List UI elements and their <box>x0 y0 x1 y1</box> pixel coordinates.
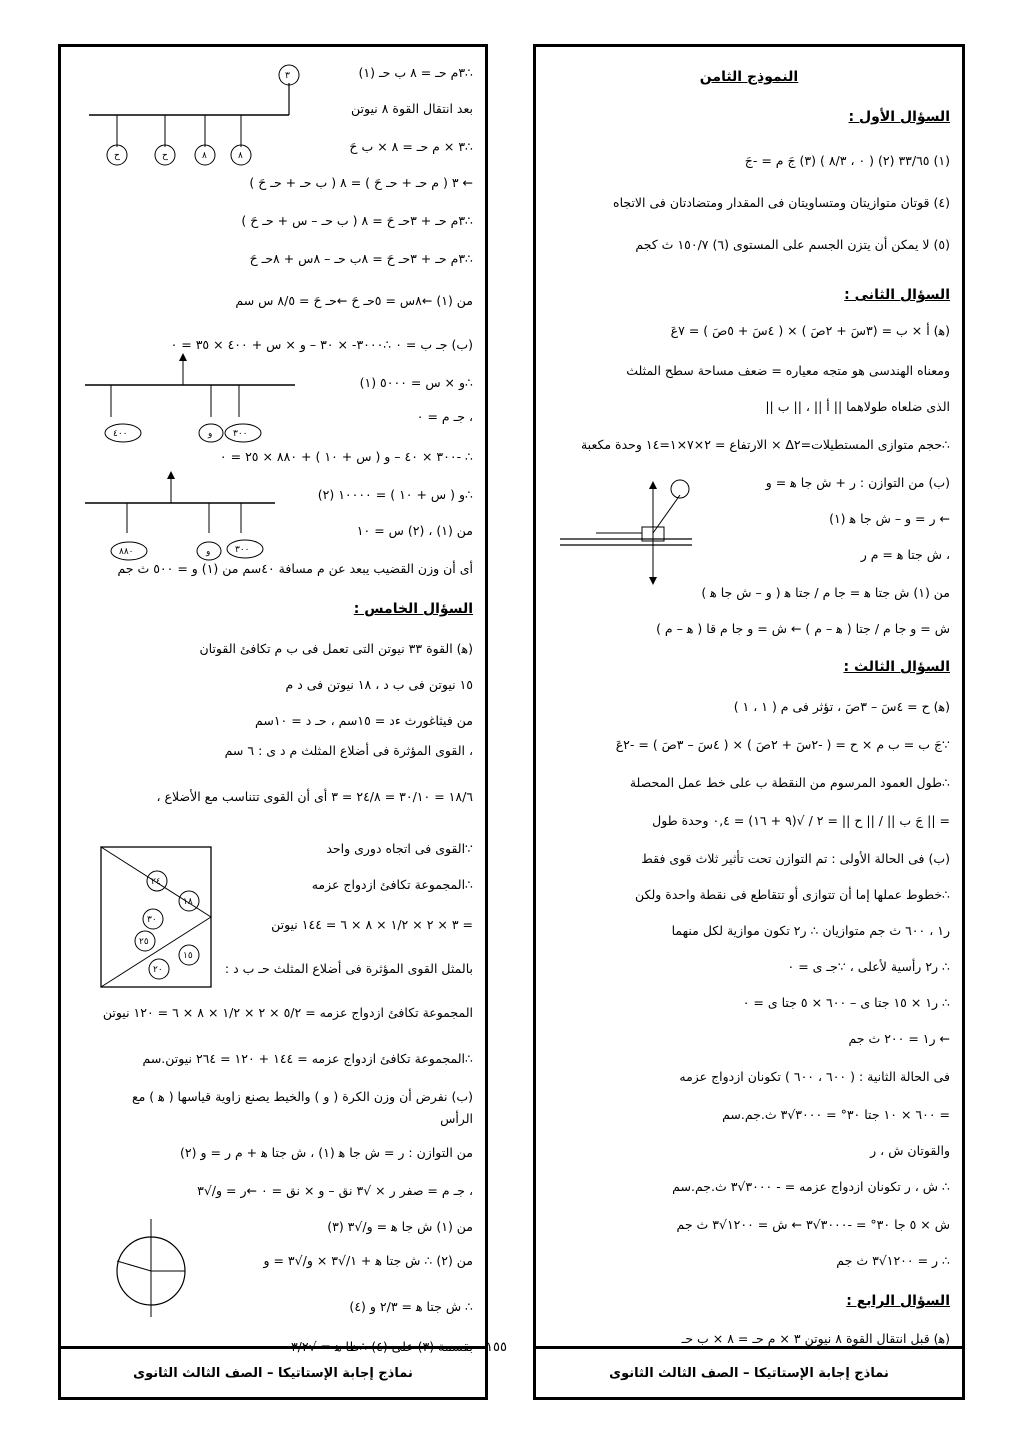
svg-text:٤٠٠: ٤٠٠ <box>113 429 128 439</box>
text-line: بعد انتقال القوة ٨ نيوتن <box>351 101 473 116</box>
text-line: ∴طول العمود المرسوم من النقطة ب على خط عمل المحصلة <box>629 775 950 790</box>
text-line: ∴٣م حـ = ٨ ب حـ (١) <box>358 65 473 80</box>
text-line: ش × ٥ جا ٣٠° = -٣٠٠٠√٣ ← ش = ١٢٠٠√٣ ث جم <box>676 1217 950 1232</box>
text-line: ١٨/٦ = ٣٠/١٠ = ٢٤/٨ = ٣ أى أن القوى تتناسب مع الأضلاع ، <box>156 789 473 804</box>
text-line: ∴ -٣٠٠ × ٤٠ – و ( س + ١٠ ) + ٨٨٠ × ٢٥ = ٠ <box>219 449 473 464</box>
text-line: ∴ ر٢ رأسية لأعلى ، ∵جـ ى = ٠ <box>787 959 950 974</box>
text-line: ∴ ر١ × ١٥ جتا ى – ٦٠٠ × ٥ جتا ى = ٠ <box>742 995 950 1010</box>
svg-text:٢٥: ٢٥ <box>139 937 149 947</box>
text-line: ∴و ( س + ١٠ ) = ١٠٠٠٠ (٢) <box>317 487 473 502</box>
svg-text:ح: ح <box>162 151 168 161</box>
section-heading: السؤال الثالث : <box>843 659 950 675</box>
text-line: ش = و جا م / جتا ( ﻫ – م ) ← ش = و جا م قا ( ﻫ – م ) <box>656 621 950 636</box>
text-line: ومعناه الهندسى هو متجه معياره = ضعف مساحة سطح المثلث <box>626 363 950 378</box>
text-line: ∴المجموعة تكافئ ازدواج عزمه = ١٤٤ + ١٢٠ = ٢٦٤ نيوتن.سم <box>142 1051 473 1066</box>
text-line: ← ٣ ( م حـ + حـ حَ ) = ٨ ( ب حـ + حـ حَ ) <box>249 175 473 190</box>
text-line: من (١) ش جا ﻫ = و/√٣ (٣) <box>327 1219 473 1234</box>
right-column <box>533 44 965 1400</box>
text-line: (١) ٣٣/٦٥ (٢) ( ٠ ، ٨/٣ ) (٣) جَ م = -جَ <box>744 153 950 168</box>
svg-text:٨: ٨ <box>238 151 243 161</box>
text-line: (ﻫ) أ × ب = (٣سَ + ٢صَ ) × ( ٤سَ + ٥صَ ) = ٧عَ <box>670 323 950 338</box>
text-line: ∴ ر = ١٢٠٠√٣ ث جم <box>836 1253 950 1268</box>
text-line: = ٦٠٠ × ١٠ جتا ٣٠° = ٣٠٠٠√٣ ث.جم.سم <box>722 1107 950 1122</box>
text-line: من (١) ، (٢) س = ١٠ <box>356 523 473 538</box>
svg-text:و: و <box>206 547 211 557</box>
text-line: الذى ضلعاه طولاهما || أ || ، || ب || <box>765 399 950 414</box>
section-heading: السؤال الثانى : <box>844 287 950 303</box>
text-line: ∵القوى فى اتجاه دورى واحد <box>326 841 473 856</box>
text-line: من فيثاغورث ءد = ١٥سم ، حـ د = ١٠سم <box>255 713 473 728</box>
text-line: (ب) فى الحالة الأولى : تم التوازن تحت تأثير ثلاث قوى فقط <box>641 851 950 866</box>
text-line: ، جـ م = ٠ <box>416 409 473 424</box>
model-title: النموذج الثامن <box>699 69 799 85</box>
svg-text:٨: ٨ <box>202 151 207 161</box>
beam-diagram-2 <box>81 351 311 451</box>
text-line: ١٥ نيوتن فى ب د ، ١٨ نيوتن فى د م <box>285 677 473 692</box>
text-line: بالمثل القوى المؤثرة فى أضلاع المثلث حـ ب د : <box>224 961 473 976</box>
sphere-diagram <box>91 1209 201 1319</box>
text-line: من (١) ش جتا ﻫ = جا م / جتا ﻫ ( و – ش جا ﻫ ) <box>701 585 950 600</box>
svg-text:١٥: ١٥ <box>183 951 193 961</box>
text-line: فى الحالة الثانية : ( ٦٠٠ ، ٦٠٠ ) تكونان ازدواج عزمه <box>679 1069 950 1084</box>
section-heading: السؤال الخامس : <box>353 601 473 617</box>
svg-text:٣٠٠: ٣٠٠ <box>233 429 248 439</box>
text-line: ر١ ، ٦٠٠ ث جم متوازيان ∴ ر٢ تكون موازية لكل منهما <box>671 923 950 938</box>
svg-text:١٨: ١٨ <box>183 897 193 907</box>
text-line: (٥) لا يمكن أن يتزن الجسم على المستوى (٦) ١٥٠/٧ ث كجم <box>635 237 950 252</box>
text-line: (ﻫ) قبل انتقال القوة ٨ نيوتن ٣ × م حـ = ٨ × ب حـ <box>681 1331 950 1346</box>
right-footer <box>536 1346 962 1397</box>
svg-text:٢٤: ٢٤ <box>151 877 161 887</box>
text-line: (ب) جـ ب = ٠ ∴٣٠٠٠- × ٣٠ – و × س + ٤٠٠ × ٣٥ = ٠ <box>170 337 473 352</box>
text-line: أى أن وزن القضيب يبعد عن م مسافة ٤٠سم من (١) و = ٥٠٠ ث جم <box>117 561 473 576</box>
section-heading: السؤال الرابع : <box>846 1293 950 1309</box>
text-line: ∵جَ ب = ب م × ح = ( -٢سَ + ٢صَ ) × ( ٤سَ – ٣صَ ) = -٢عَ <box>615 737 950 752</box>
text-line: ∴المجموعة تكافئ ازدواج عزمه <box>311 877 473 892</box>
text-line: ، جـ م = صفر ر × √٣ نق – و × نق = ٠ ←ر = و/√٣ <box>197 1183 473 1198</box>
beam-diagram-3 <box>81 469 311 569</box>
text-line: (٤) قوتان متوازيتان ومتساويتان فى المقدار ومتضادتان فى الاتجاه <box>613 195 950 210</box>
text-line: ∴خطوط عملها إما أن تتوازى أو تتقاطع فى نقطة واحدة ولكن <box>635 887 950 902</box>
right-footer-text: نماذج إجابة الإستاتيكا – الصف الثالث الثانوى <box>609 1365 889 1381</box>
block-on-plane-diagram <box>556 475 696 585</box>
text-line: ← ر١ = ٢٠٠ ث جم <box>848 1031 950 1046</box>
svg-text:و: و <box>208 429 213 439</box>
left-footer <box>61 1346 485 1397</box>
svg-text:٣٠٠: ٣٠٠ <box>235 545 250 555</box>
page-number: ١٥٥ <box>486 1340 507 1355</box>
text-line: ، القوى المؤثرة فى أضلاع المثلث م د ى : ٦ سم <box>224 743 473 758</box>
text-line: من التوازن : ر = ش جا ﻫ (١) ، ش جتا ﻫ + م ر = و (٢) <box>180 1145 473 1160</box>
text-line: ∴٣م حـ + ٣حـ حَ = ٨ب حـ – ٨س + ٨حـ حَ <box>249 251 473 266</box>
svg-text:٣٠: ٣٠ <box>147 915 157 925</box>
section-heading: السؤال الأول : <box>848 109 950 125</box>
text-line: ∴٣ × م حـ = ٨ × ب حَ <box>349 139 473 154</box>
text-line: والقوتان ش ، ر <box>870 1143 950 1158</box>
text-line: من (٢) ∴ ش جتا ﻫ + ١/√٣ × و/√٣ = و <box>263 1253 473 1268</box>
text-line: = || جَ ب || / || ح || = ٢ / √(٩ + ١٦) = ٠,٤ وحدة طول <box>652 813 950 828</box>
text-line: بقسمة (٣) على (٤) ∴ظا ﻫ = √٣/٢ <box>290 1339 473 1354</box>
beam-diagram-1 <box>81 63 311 173</box>
left-column <box>58 44 488 1400</box>
text-line: ∴حجم متوازى المستطيلات=٢∆ × الارتفاع = ٢×٧×١=١٤ وحدة مكعبة <box>580 437 950 452</box>
forces-rectangle-diagram <box>81 823 221 993</box>
svg-text:٣: ٣ <box>285 71 290 81</box>
text-line: المجموعة تكافئ ازدواج عزمه = ٥/٢ × ٢ × ١/٢ × ٨ × ٦ = ١٢٠ نيوتن <box>102 1005 473 1020</box>
svg-text:ح: ح <box>114 151 120 161</box>
text-line: ∴٣م حـ + ٣حـ حَ = ٨ ( ب حـ – س + حـ حَ ) <box>241 213 473 228</box>
text-line: ، ش جتا ﻫ = م ر <box>860 547 950 562</box>
text-line: (ﻫ) القوة ٣٣ نيوتن التى تعمل فى ب م تكافئ القوتان <box>199 641 473 656</box>
text-line: ← ر = و – ش جا ﻫ (١) <box>829 511 950 526</box>
text-line: الرأس <box>440 1111 473 1126</box>
svg-text:٨٨٠: ٨٨٠ <box>119 547 134 557</box>
text-line: (ﻫ) ح = ٤سَ – ٣صَ ، تؤثر فى م ( ١ ، ١ ) <box>733 699 950 714</box>
text-line: (ب) من التوازن : ر + ش جا ﻫ = و <box>765 475 950 490</box>
text-line: ∴و × س = ٥٠٠٠ (١) <box>359 375 473 390</box>
text-line: ∴ ش ، ر تكونان ازدواج عزمه = - ٣٠٠٠√٣ ث.جم.سم <box>672 1179 950 1194</box>
text-line: = ٣ × ٢ × ١/٢ × ٨ × ٦ = ١٤٤ نيوتن <box>271 917 473 932</box>
left-footer-text: نماذج إجابة الإستاتيكا – الصف الثالث الثانوى <box>133 1365 413 1381</box>
text-line: (ب) نفرض أن وزن الكرة ( و ) والخيط يصنع زاوية قياسها ( ﻫ ) مع <box>131 1089 473 1104</box>
text-line: من (١) ←٨س = ٥حـ حَ ←حـ حَ = ٨/٥ س سم <box>235 293 473 308</box>
text-line: ∴ ش جتا ﻫ = ٢/٣ و (٤) <box>349 1299 473 1314</box>
svg-text:٢٠: ٢٠ <box>153 965 163 975</box>
